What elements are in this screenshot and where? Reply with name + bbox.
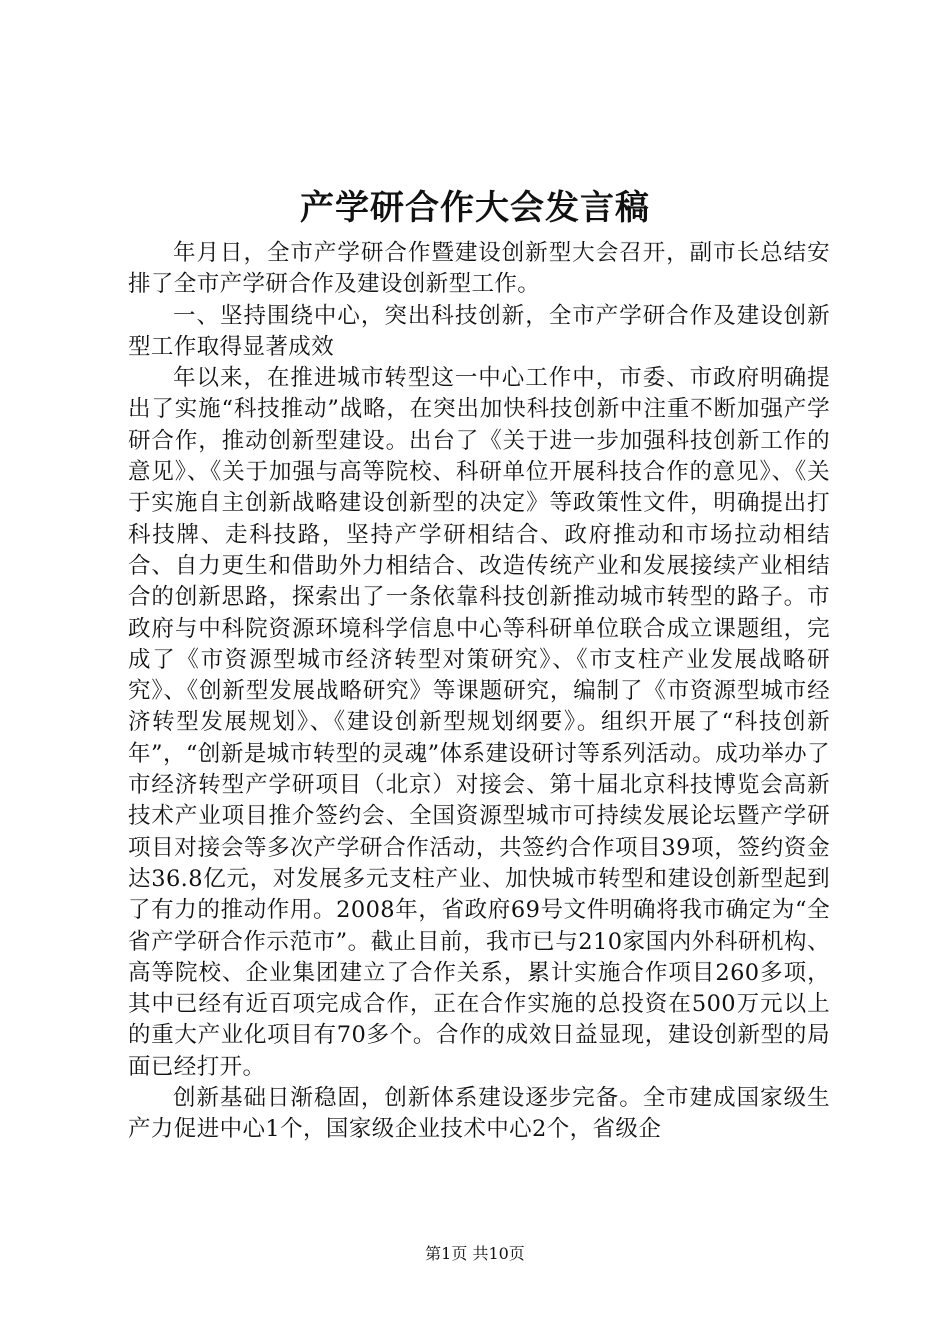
paragraph-section-heading: 一、坚持围绕中心，突出科技创新，全市产学研合作及建设创新型工作取得显著成效 [128,302,830,360]
paragraph-main: 年以来，在推进城市转型这一中心工作中，市委、市政府明确提出了实施“科技推动”战略，在突出加快科技创新中注重不断加强产学研合作，推动创新型建设。出台了《关于进一步加强科技创新工作的意见》、《关于加强与高等院校、科研单位开展科技合作的意见》、《关于实施自主创新战略建设创新型的决定》等政策性文件，明确提出打科技牌、走科技路，坚持产学研相结合、政府推动和市场拉动相结合、自力更生和借助外力相结合、改造传统产业和发展接续产业相结合的创新思路，探索出了一条依靠科技创新推动城市转型的路子。市政府与中科院资源环境科学信息中心等科研单位联合成立课题组，完成了《市资源型城市经济转型对策研究》、《市支柱产业发展战略研究》、《创新型发展战略研究》等课题研究，编制了《市资源型城市经济转型发展规划》、《建设创新型规划纲要》。组织开展了“科技创新年”，“创新是城市转型的灵魂”体系建设研讨等系列活动。成功举办了市经济转型产学研项目（北京）对接会、第十届北京科技博览会高新技术产业项目推介签约会、全国资源型城市可持续发展论坛暨产学研项目对接会等多次产学研合作活动，共签约合作项目39项，签约资金达36.8亿元，对发展多元支柱产业、加快城市转型和建设创新型起到了有力的推动作用。2008年，省政府69号文件明确将我市确定为“全省产学研合作示范市”。截止目前，我市已与210家国内外科研机构、高等院校、企业集团建立了合作关系，累计实施合作项目260多项，其中已经有近百项完成合作，正在合作实施的总投资在500万元以上的重大产业化项目有70多个。合作的成效日益显现，建设创新型的局面已经打开。 [128,365,830,1080]
paragraph-innovation-base: 创新基础日渐稳固，创新体系建设逐步完备。全市建成国家级生产力促进中心1个，国家级企业技术中心2个，省级企 [128,1085,830,1143]
page-number-footer: 第1页 共10页 [425,1244,525,1263]
document-body [128,238,830,1146]
paragraph-intro: 年月日，全市产学研合作暨建设创新型大会召开，副市长总结安排了全市产学研合作及建设创新型工作。 [128,240,830,298]
document-title: 产学研合作大会发言稿 [300,188,650,228]
